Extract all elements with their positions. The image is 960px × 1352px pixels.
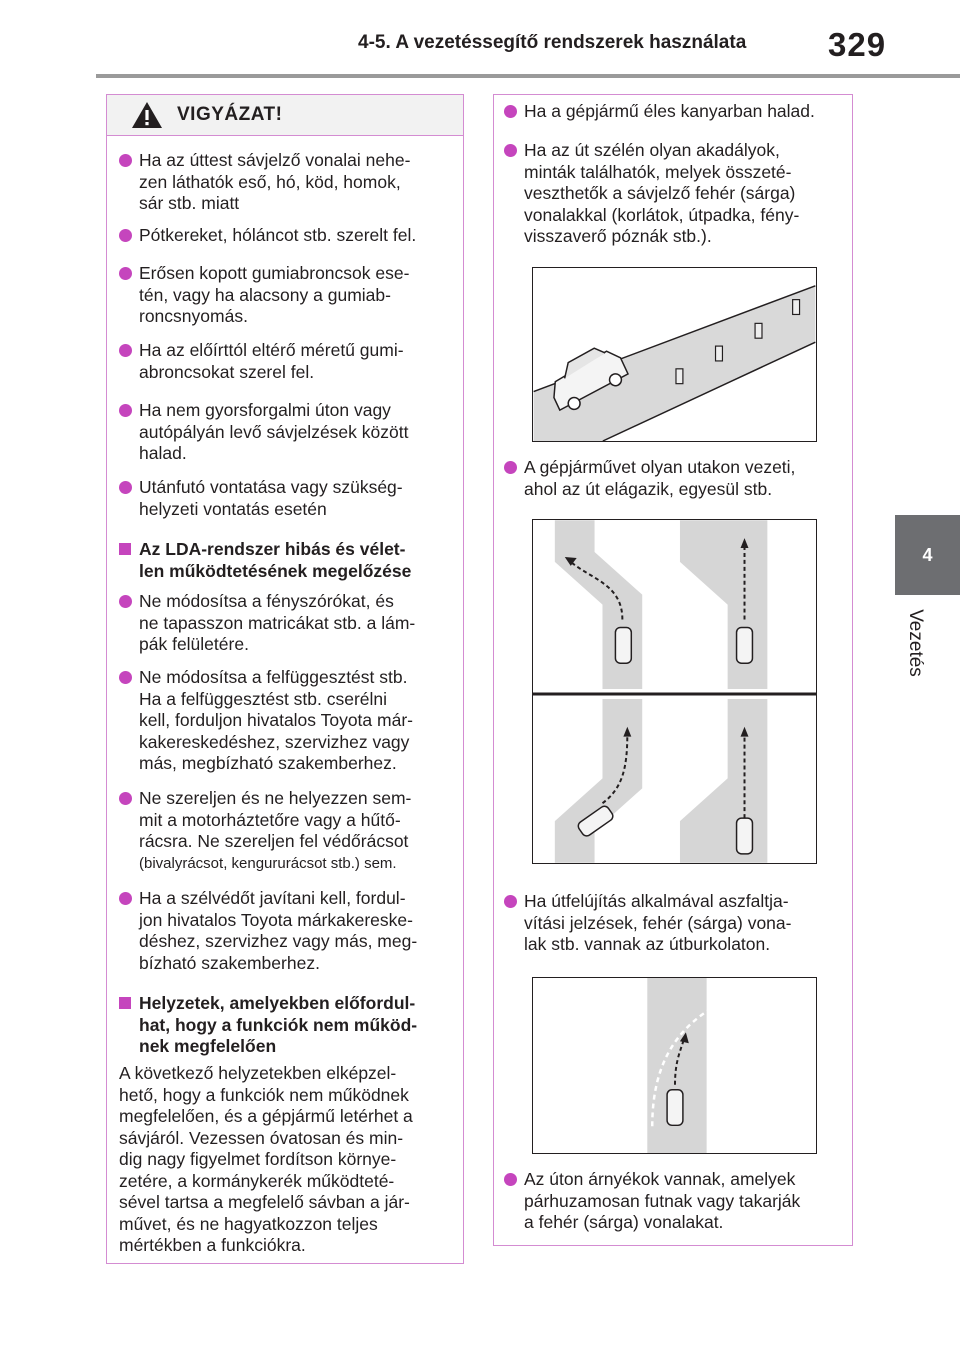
- section-heading-situations: [119, 993, 459, 1058]
- bullet-icon: [119, 892, 132, 905]
- warning-item: [119, 667, 459, 775]
- bullet-icon: [504, 144, 517, 157]
- condition-item: [504, 457, 849, 500]
- square-bullet-icon: [119, 543, 131, 555]
- bullet-icon: [504, 1173, 517, 1186]
- chapter-label: Vezetés: [905, 609, 926, 677]
- figure-road-repair: [532, 977, 817, 1154]
- section-heading-text: Az LDA-rendszer hibás és vélet- len működtetésének megelőzése: [139, 539, 412, 581]
- condition-item: [504, 891, 849, 956]
- warning-title: VIGYÁZAT!: [177, 104, 283, 125]
- figure-branching-roads: [532, 519, 817, 864]
- warning-item: [119, 225, 459, 247]
- warning-item-text: Ne módosítsa a fényszórókat, és ne tapasszon matricákat stb. a lám- pák felületére.: [139, 591, 416, 654]
- section-title: 4-5. A vezetéssegítő rendszerek használata: [358, 32, 747, 53]
- situations-paragraph: A következő helyzetekben elképzel- hető, hogy a funkciók nem működnek megfelelően, és a gépjármű letérhet a sávjáról. Vezessen óvatosan és min- dig nagy figyelmet fordítson környe- zetére, a kormánykerék működteté- sével tartsa a megfelelő sávban a jár- művet, és ne hagyatkozzon teljes mértékben a funkciókra.: [119, 1063, 413, 1255]
- warning-item: [119, 340, 459, 383]
- condition-item: [504, 140, 849, 248]
- bullet-icon: [119, 481, 132, 494]
- bullet-icon: [119, 344, 132, 357]
- bullet-icon: [119, 229, 132, 242]
- page-number: 329: [828, 26, 887, 63]
- warning-item-text-small: (bivalyrácsot, kengururácsot stb.) sem.: [139, 854, 397, 872]
- bullet-icon: [119, 154, 132, 167]
- condition-item: [504, 101, 849, 123]
- chapter-tab: [895, 515, 960, 595]
- warning-item: [119, 263, 459, 328]
- warning-item-text: Ha az úttest sávjelző vonalai nehe- zen láthatók eső, hó, köd, homok, sár stb. miatt: [139, 150, 411, 213]
- bullet-icon: [119, 404, 132, 417]
- warning-box: [106, 94, 464, 1264]
- bullet-icon: [119, 595, 132, 608]
- right-column-box: [493, 94, 853, 1246]
- condition-item-text: Ha a gépjármű éles kanyarban halad.: [524, 101, 815, 121]
- warning-item: [119, 150, 459, 215]
- warning-item-text: Pótkereket, hóláncot stb. szerelt fel.: [139, 225, 417, 245]
- road-surface: [647, 978, 706, 1153]
- condition-item-text: A gépjárművet olyan utakon vezeti, ahol az út elágazik, egyesül stb.: [524, 457, 796, 499]
- warning-item-text: Ha nem gyorsforgalmi úton vagy autópályán levő sávjelzések között halad.: [139, 400, 409, 463]
- bullet-icon: [119, 792, 132, 805]
- warning-triangle-icon: [131, 101, 163, 129]
- bullet-icon: [119, 267, 132, 280]
- warning-item: [119, 591, 459, 656]
- car-topview-icon: [667, 1090, 683, 1126]
- condition-item: [504, 1169, 849, 1234]
- bullet-icon: [504, 461, 517, 474]
- figure-road-obstacles: [532, 267, 817, 442]
- condition-item-text: Ha az út szélén olyan akadályok, minták találhatók, melyek összeté- veszthetők a sávjelző fehér (sárga) vonalakkal (korlátok, útpadka, fény- visszaverő póznák stb.).: [524, 140, 800, 246]
- warning-item: [119, 477, 459, 520]
- warning-item-text: Ne módosítsa a felfüggesztést stb. Ha a felfüggesztést stb. cserélni kell, forduljon hivatalos Toyota már- kakereskedéshez, szervizhez vagy más, megbízható szakemberhez.: [139, 667, 413, 773]
- chapter-label-box: [900, 604, 930, 684]
- warning-item-text: Ha az előírttól eltérő méretű gumi- abroncsokat szerel fel.: [139, 340, 404, 382]
- warning-item-text: Ne szereljen és ne helyezzen sem- mit a motorháztetőre vagy a hűtő- rácsra. Ne szereljen fel védőrácsot: [139, 788, 412, 851]
- bullet-icon: [119, 671, 132, 684]
- header-divider: [96, 74, 960, 78]
- section-heading-text: Helyzetek, amelyekben előfordul- hat, hogy a funkciók nem működ- nek megfelelően: [139, 993, 418, 1056]
- condition-item-text: Ha útfelújítás alkalmával aszfaltja- vítási jelzések, fehér (sárga) vona- lak stb. vannak az útburkolaton.: [524, 891, 792, 954]
- warning-item-text: Erősen kopott gumiabroncsok ese- tén, vagy ha alacsony a gumiab- roncsnyomás.: [139, 263, 410, 326]
- bullet-icon: [504, 105, 517, 118]
- warning-item: [119, 788, 459, 874]
- warning-header: [107, 95, 463, 136]
- warning-item: [119, 400, 459, 465]
- warning-item-text: Utánfutó vontatása vagy szükség- helyzeti vontatás esetén: [139, 477, 403, 519]
- warning-item-text: Ha a szélvédőt javítani kell, fordul- jon hivatalos Toyota márkakereske- déshez, szervizhez vagy más, meg- bízható szakemberhez.: [139, 888, 418, 973]
- chapter-number: 4: [922, 544, 933, 565]
- section-heading-lda: [119, 539, 459, 582]
- square-bullet-icon: [119, 997, 131, 1009]
- warning-item: [119, 888, 459, 974]
- condition-item-text: Az úton árnyékok vannak, amelyek párhuzamosan futnak vagy takarják a fehér (sárga) vonalakat.: [524, 1169, 801, 1232]
- bullet-icon: [504, 895, 517, 908]
